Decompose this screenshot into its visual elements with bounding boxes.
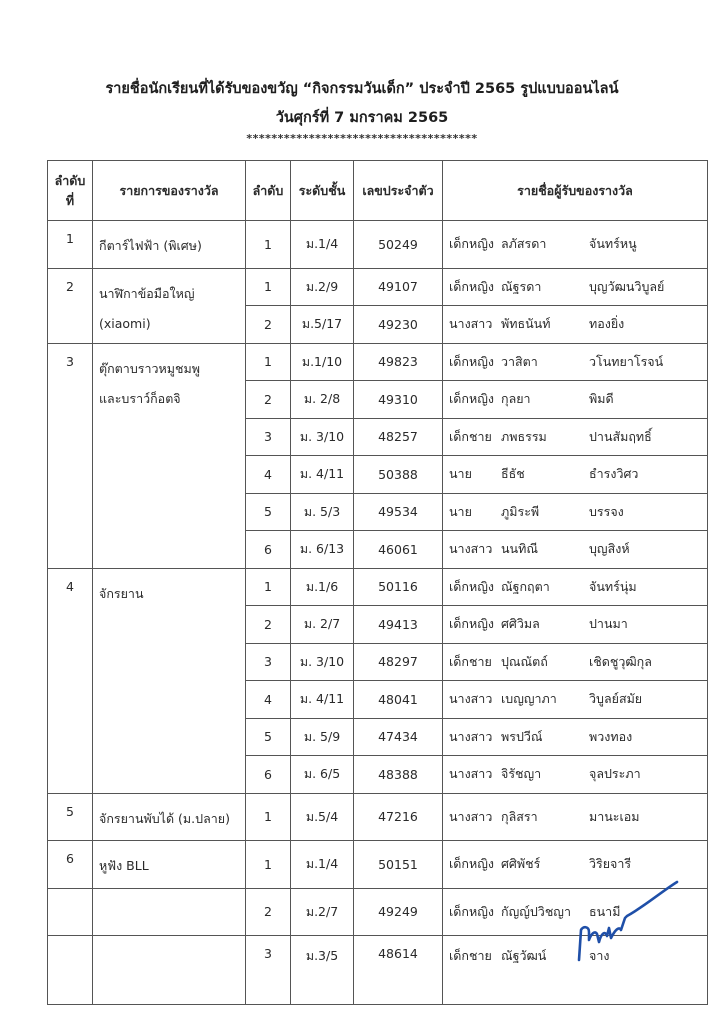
name-title: เด็กหญิง xyxy=(449,353,494,369)
last-name: บรรจง xyxy=(589,503,624,519)
prize-item-cell: จักรยานพับได้ (ม.ปลาย) xyxy=(93,793,246,841)
class-level-cell: ม. 5/3 xyxy=(291,493,354,531)
name-title: นาย xyxy=(449,503,472,519)
name-title: เด็กหญิง xyxy=(449,616,494,632)
prize-item-cell xyxy=(93,888,246,936)
last-name: ปานสัมฤทธิ์ xyxy=(589,428,652,444)
prize-no-cell: 6 xyxy=(48,841,93,889)
seq-cell: 4 xyxy=(246,681,291,719)
seq-cell: 1 xyxy=(246,793,291,841)
recipient-name-cell xyxy=(443,418,708,456)
student-id-cell: 50151 xyxy=(354,841,443,889)
first-name: ลภัสรดา xyxy=(501,236,547,252)
document-date: วันศุกร์ที่ 7 มกราคม 2565 xyxy=(275,110,449,126)
first-name: ปุณณัตถ์ xyxy=(501,653,548,669)
first-name: กุลยา xyxy=(501,391,531,407)
student-id-cell: 49823 xyxy=(354,343,443,381)
class-level-cell: ม. 5/9 xyxy=(291,718,354,756)
seq-cell: 3 xyxy=(246,643,291,681)
name-title: นางสาว xyxy=(449,691,493,707)
student-id-cell: 49534 xyxy=(354,493,443,531)
prize-item-cell: จักรยาน xyxy=(93,568,246,793)
class-level-cell: ม.2/9 xyxy=(291,268,354,306)
student-id-cell: 50249 xyxy=(354,221,443,269)
student-id-cell: 49230 xyxy=(354,306,443,344)
class-level-cell: ม. 4/11 xyxy=(291,681,354,719)
prize-no-cell xyxy=(48,888,93,936)
seq-cell: 4 xyxy=(246,456,291,494)
prize-item-cell: หูฟัง BLL xyxy=(93,841,246,889)
recipient-name-cell xyxy=(443,756,708,794)
seq-cell: 2 xyxy=(246,888,291,936)
student-id-cell: 48388 xyxy=(354,756,443,794)
seq-cell: 6 xyxy=(246,531,291,569)
recipient-name-cell xyxy=(443,568,708,606)
name-title: นางสาว xyxy=(449,766,493,782)
last-name: พิมดี xyxy=(589,391,614,407)
header-prize-no-label: ลำดับที่ xyxy=(54,172,86,208)
prize-item-cell xyxy=(93,936,246,1005)
class-level-cell: ม.2/7 xyxy=(291,888,354,936)
last-name: พวงทอง xyxy=(589,728,633,744)
first-name: ศศิวิมล xyxy=(501,616,540,632)
first-name: ณัฐวัฒน์ xyxy=(501,948,547,963)
prize-item-cell: กีตาร์ไฟฟ้า (พิเศษ) xyxy=(93,221,246,269)
class-level-cell: ม. 6/5 xyxy=(291,756,354,794)
class-level-cell: ม.1/10 xyxy=(291,343,354,381)
student-id-cell: 49413 xyxy=(354,606,443,644)
seq-cell: 1 xyxy=(246,343,291,381)
first-name: ธีธัช xyxy=(501,466,525,482)
student-id-cell: 47434 xyxy=(354,718,443,756)
name-title: นางสาว xyxy=(449,808,493,824)
prize-no-cell: 4 xyxy=(48,568,93,793)
name-title: เด็กชาย xyxy=(449,653,492,669)
student-id-cell: 48614 xyxy=(354,936,443,1005)
seq-cell: 3 xyxy=(246,936,291,1005)
header-student-id: เลขประจำตัว xyxy=(354,161,443,221)
table-row xyxy=(48,343,708,381)
first-name: นนทิณี xyxy=(501,541,538,557)
class-level-cell: ม.1/6 xyxy=(291,568,354,606)
class-level-cell: ม.5/17 xyxy=(291,306,354,344)
class-level-cell: ม.1/4 xyxy=(291,221,354,269)
last-name: จันทร์นุ่ม xyxy=(589,578,637,594)
last-name: มานะเอม xyxy=(589,808,640,824)
class-level-cell: ม. 2/8 xyxy=(291,381,354,419)
header-seq: ลำดับ xyxy=(246,161,291,221)
header-prize-item: รายการของรางวัล xyxy=(93,161,246,221)
seq-cell: 6 xyxy=(246,756,291,794)
prize-item-cell: ตุ๊กตาบราวหมูชมพูและบราว์ก็อตจิ xyxy=(93,343,246,568)
first-name: พรปวีณ์ xyxy=(501,728,543,744)
seq-cell: 1 xyxy=(246,568,291,606)
name-title: เด็กหญิง xyxy=(449,391,494,407)
prize-no-cell: 1 xyxy=(48,221,93,269)
recipient-name-cell xyxy=(443,268,708,306)
seq-cell: 1 xyxy=(246,841,291,889)
recipient-name-cell xyxy=(443,718,708,756)
prize-no-cell: 5 xyxy=(48,793,93,841)
student-id-cell: 50116 xyxy=(354,568,443,606)
table-row xyxy=(48,793,708,841)
recipient-name-cell xyxy=(443,381,708,419)
student-id-cell: 50388 xyxy=(354,456,443,494)
name-title: เด็กหญิง xyxy=(449,236,494,252)
class-level-cell: ม. 3/10 xyxy=(291,643,354,681)
last-name: ธำรงวิศว xyxy=(589,466,639,482)
seq-cell: 5 xyxy=(246,493,291,531)
recipient-name-cell xyxy=(443,456,708,494)
table-header-row xyxy=(48,161,708,221)
class-level-cell: ม.3/5 xyxy=(291,936,354,1005)
header-class-level: ระดับชั้น xyxy=(291,161,354,221)
class-level-cell: ม. 2/7 xyxy=(291,606,354,644)
first-name: ศศิพัชร์ xyxy=(501,856,541,872)
recipient-name-cell xyxy=(443,306,708,344)
first-name: ณัฐกฤตา xyxy=(501,578,550,594)
name-title: เด็กหญิง xyxy=(449,856,494,872)
recipient-name-cell xyxy=(443,793,708,841)
prize-no-cell xyxy=(48,936,93,1005)
last-name: วิริยจารี xyxy=(589,856,632,872)
recipient-name-cell xyxy=(443,221,708,269)
last-name: วิบูลย์สมัย xyxy=(589,691,643,707)
first-name: จิรัชญา xyxy=(501,766,542,782)
recipient-name-cell xyxy=(443,531,708,569)
first-name: ภูมิระพี xyxy=(501,503,540,519)
seq-cell: 5 xyxy=(246,718,291,756)
first-name: กุลิสรา xyxy=(501,808,538,824)
first-name: ภพธรรม xyxy=(501,428,547,444)
name-title: นางสาว xyxy=(449,728,493,744)
class-level-cell: ม.1/4 xyxy=(291,841,354,889)
class-level-cell: ม. 3/10 xyxy=(291,418,354,456)
first-name: วาสิตา xyxy=(501,353,538,369)
student-id-cell: 49107 xyxy=(354,268,443,306)
student-id-cell: 46061 xyxy=(354,531,443,569)
separator-line: ************************************* xyxy=(246,132,478,145)
last-name: ปานมา xyxy=(589,616,628,632)
name-title: เด็กชาย xyxy=(449,948,492,963)
signature xyxy=(565,868,685,968)
last-name: จันทร์หนู xyxy=(589,236,637,252)
seq-cell: 2 xyxy=(246,606,291,644)
name-title: นางสาว xyxy=(449,541,493,557)
table-row xyxy=(48,568,708,606)
last-name: บุญสิงห์ xyxy=(589,541,630,557)
prize-item-cell: นาฬิกาข้อมือใหญ่ (xiaomi) xyxy=(93,268,246,343)
recipient-name-cell xyxy=(443,606,708,644)
student-id-cell: 47216 xyxy=(354,793,443,841)
last-name: บุญวัฒนวิบูลย์ xyxy=(589,278,665,294)
class-level-cell: ม. 6/13 xyxy=(291,531,354,569)
recipient-name-cell xyxy=(443,643,708,681)
class-level-cell: ม.5/4 xyxy=(291,793,354,841)
header-prize-no xyxy=(48,161,93,221)
first-name: กัญญ์ปวิชญา xyxy=(501,903,571,919)
student-id-cell: 49249 xyxy=(354,888,443,936)
first-name: ณัฐรดา xyxy=(501,278,542,294)
student-id-cell: 48041 xyxy=(354,681,443,719)
table-row xyxy=(48,268,708,306)
name-title: เด็กหญิง xyxy=(449,278,494,294)
seq-cell: 1 xyxy=(246,268,291,306)
seq-cell: 3 xyxy=(246,418,291,456)
first-name: พัทธนันท์ xyxy=(501,316,551,332)
recipient-name-cell xyxy=(443,493,708,531)
last-name: จุลประภา xyxy=(589,766,641,782)
prize-no-cell: 3 xyxy=(48,343,93,568)
class-level-cell: ม. 4/11 xyxy=(291,456,354,494)
last-name: ทองยิ่ง xyxy=(589,316,625,332)
seq-cell: 2 xyxy=(246,381,291,419)
recipient-name-cell xyxy=(443,681,708,719)
document-title: รายชื่อนักเรียนที่ได้รับของขวัญ “กิจกรรมวันเด็ก” ประจำปี 2565 รูปแบบออนไลน์ xyxy=(105,81,619,97)
last-name: จาง xyxy=(589,948,610,963)
name-title: เด็กชาย xyxy=(449,428,492,444)
last-name: เชิดชูวุฒิกุล xyxy=(589,653,652,669)
student-id-cell: 48297 xyxy=(354,643,443,681)
first-name: เบญญาภา xyxy=(501,691,557,707)
seq-cell: 2 xyxy=(246,306,291,344)
last-name: วโนทยาโรจน์ xyxy=(589,353,664,369)
prize-no-cell: 2 xyxy=(48,268,93,343)
student-id-cell: 49310 xyxy=(354,381,443,419)
name-title: เด็กหญิง xyxy=(449,578,494,594)
header-recipient: รายชื่อผู้รับของรางวัล xyxy=(443,161,708,221)
name-title: เด็กหญิง xyxy=(449,903,494,919)
recipient-name-cell xyxy=(443,343,708,381)
name-title: นาย xyxy=(449,466,472,482)
student-id-cell: 48257 xyxy=(354,418,443,456)
table-row xyxy=(48,221,708,269)
last-name: ธนามี xyxy=(589,903,621,919)
name-title: นางสาว xyxy=(449,316,493,332)
seq-cell: 1 xyxy=(246,221,291,269)
